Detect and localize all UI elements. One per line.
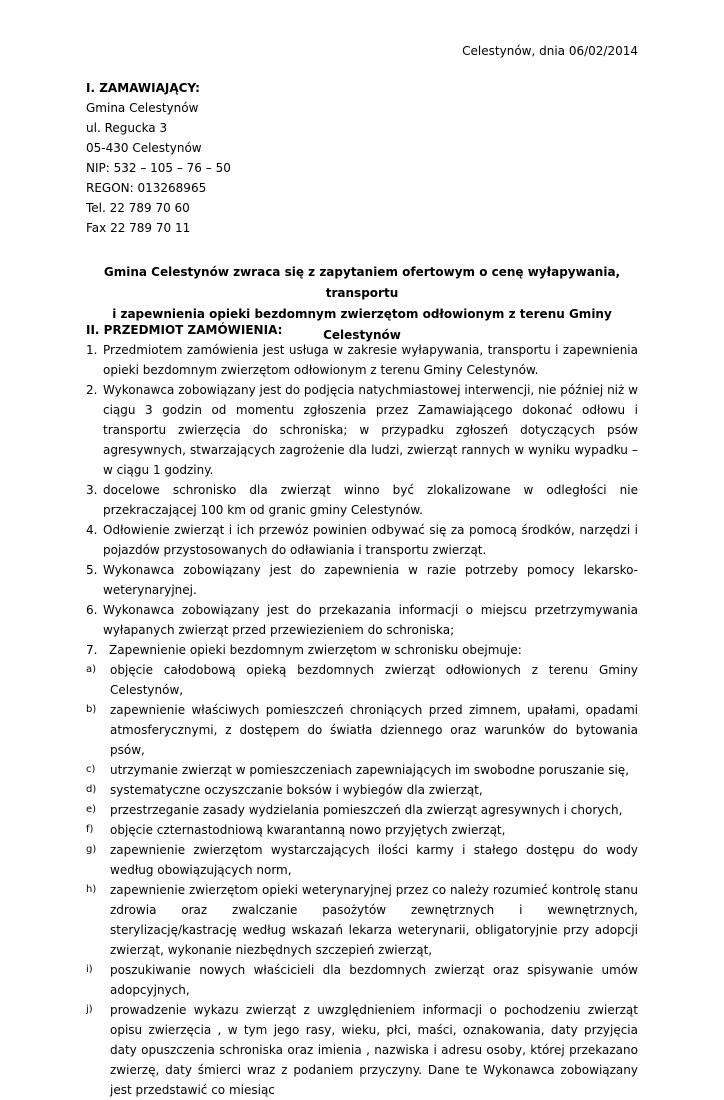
sub-list-item xyxy=(0,960,724,1000)
sub-item-text: utrzymanie zwierząt w pomieszczeniach zapewniających im swobodne poruszanie się, xyxy=(110,763,630,777)
sub-list-item xyxy=(0,800,724,820)
sub-item-text: objęcie czternastodniową kwarantanną nowo przyjętych zwierząt, xyxy=(110,823,506,837)
list-item xyxy=(0,340,724,380)
list-item xyxy=(0,560,724,600)
sub-item-letter: a) xyxy=(86,664,97,675)
item-text: Wykonawca zobowiązany jest do przekazania informacji o miejscu przetrzymywania wyłapanych zwierząt przed przewiezieniem do schroniska; xyxy=(103,603,638,637)
sub-list-item xyxy=(0,780,724,800)
sub-item-text: zapewnienie zwierzętom opieki weterynaryjnej przez co należy rozumieć kontrolę stanu zdrowia oraz zwalczanie pasożytów zewnętrznych i wewnętrznych, sterylizację/kastrację według wskazań lekarza weterynarii, obligatoryjnie przy adopcji zwierząt, wykonanie niezbędnych szczepień zwierząt, xyxy=(110,883,638,957)
zamawiajacy-line: Tel. 22 789 70 60 xyxy=(86,201,190,215)
list-item xyxy=(0,520,724,560)
item-text: Przedmiotem zamówienia jest usługa w zakresie wyłapywania, transportu i zapewnienia opieki bezdomnym zwierzętom odłowionym z terenu Gminy Celestynów. xyxy=(103,343,638,377)
sub-item-letter: h) xyxy=(86,884,97,895)
sub-item-letter: i) xyxy=(86,964,93,975)
sub-item-text: poszukiwanie nowych właścicieli dla bezdomnych zwierząt oraz spisywanie umów adopcyjnych, xyxy=(110,963,638,997)
sub-list-item xyxy=(0,760,724,780)
zamawiajacy-block xyxy=(86,78,231,238)
item-text: Odłowienie zwierząt i ich przewóz powinien odbywać się za pomocą środków, narzędzi i pojazdów przystosowanych do odławiania i transportu zwierząt. xyxy=(103,523,638,557)
sub-list-item xyxy=(0,820,724,840)
zamawiajacy-line: REGON: 013268965 xyxy=(86,181,207,195)
sub-item-letter: b) xyxy=(86,704,97,715)
sub-item-text: przestrzeganie zasady wydzielania pomieszczeń dla zwierząt agresywnych i chorych, xyxy=(110,803,623,817)
item-number: 4. xyxy=(86,523,98,537)
sub-item-text: zapewnienie zwierzętom wystarczających ilości karmy i stałego dostępu do wody według obowiązujących norm, xyxy=(110,843,638,877)
list-item xyxy=(0,600,724,640)
date-line: Celestynów, dnia 06/02/2014 xyxy=(462,44,638,58)
sub-item-letter: g) xyxy=(86,844,97,855)
item-text: Zapewnienie opieki bezdomnym zwierzętom w schronisku obejmuje: xyxy=(109,643,522,657)
item-number: 2. xyxy=(86,383,98,397)
sub-list-item xyxy=(0,1000,724,1100)
sub-list-item xyxy=(0,700,724,760)
zamawiajacy-heading: I. ZAMAWIAJĄCY: xyxy=(86,81,200,95)
item-number: 6. xyxy=(86,603,98,617)
sub-item-text: objęcie całodobową opieką bezdomnych zwierząt odłowionych z terenu Gminy Celestynów, xyxy=(110,663,638,697)
zamawiajacy-line: 05-430 Celestynów xyxy=(86,141,202,155)
item-text: Wykonawca zobowiązany jest do zapewnienia w razie potrzeby pomocy lekarsko-weterynaryjnej. xyxy=(103,563,638,597)
subject-line: i zapewnienia opieki bezdomnym zwierzętom odłowionym z terenu Gminy Celestynów xyxy=(112,307,612,342)
item-number: 1. xyxy=(86,343,98,357)
section2-heading: II. PRZEDMIOT ZAMÓWIENIA: xyxy=(86,323,283,337)
section2-list xyxy=(0,340,724,1100)
sub-item-letter: d) xyxy=(86,784,97,795)
list-item xyxy=(0,640,724,660)
sub-item-letter: e) xyxy=(86,804,97,815)
sub-item-letter: f) xyxy=(86,824,94,835)
sub-item-text: zapewnienie właściwych pomieszczeń chroniących przed zimnem, upałami, opadami atmosferycznymi, z dostępem do światła dziennego oraz warunków do bytowania psów, xyxy=(110,703,638,757)
subject-line: Gmina Celestynów zwraca się z zapytaniem ofertowym o cenę wyłapywania, transportu xyxy=(103,265,621,300)
zamawiajacy-line: Fax 22 789 70 11 xyxy=(86,221,191,235)
sub-list-item xyxy=(0,660,724,700)
item-text: docelowe schronisko dla zwierząt winno być zlokalizowane w odległości nie przekraczającej 100 km od granic gminy Celestynów. xyxy=(103,483,638,517)
sub-item-text: prowadzenie wykazu zwierząt z uwzględnieniem informacji o pochodzeniu zwierząt opisu zwierzęcia , w tym jego rasy, wieku, płci, maści, oznakowania, daty przyjęcia daty opuszczenia schroniska oraz imienia , nazwiska i adresu osoby, której przekazano zwierzę, daty śmierci wraz z podaniem przyczyny. Dane te Wykonawca zobowiązany jest przedstawić co miesiąc xyxy=(110,1003,638,1097)
sub-item-letter: j) xyxy=(86,1004,93,1015)
sub-list-item xyxy=(0,880,724,960)
item-number: 7. xyxy=(86,643,98,657)
sub-item-text: systematyczne oczyszczanie boksów i wybiegów dla zwierząt, xyxy=(110,783,483,797)
zamawiajacy-line: NIP: 532 – 105 – 76 – 50 xyxy=(86,161,231,175)
item-number: 3. xyxy=(86,483,98,497)
list-item xyxy=(0,380,724,480)
zamawiajacy-line: ul. Regucka 3 xyxy=(86,121,168,135)
sub-list-item xyxy=(0,840,724,880)
zamawiajacy-line: Gmina Celestynów xyxy=(86,101,199,115)
sub-item-letter: c) xyxy=(86,764,96,775)
list-item xyxy=(0,480,724,520)
item-text: Wykonawca zobowiązany jest do podjęcia natychmiastowej interwencji, nie później niż w ciągu 3 godzin od momentu zgłoszenia przez Zamawiającego dokonać odłowu i transportu zwierzęcia do schroniska; w przypadku zgłoszeń dotyczących psów agresywnych, stwarzających zagrożenie dla ludzi, zwierząt rannych w wyniku wypadku – w ciągu 1 godziny. xyxy=(103,383,638,477)
item-number: 5. xyxy=(86,563,98,577)
